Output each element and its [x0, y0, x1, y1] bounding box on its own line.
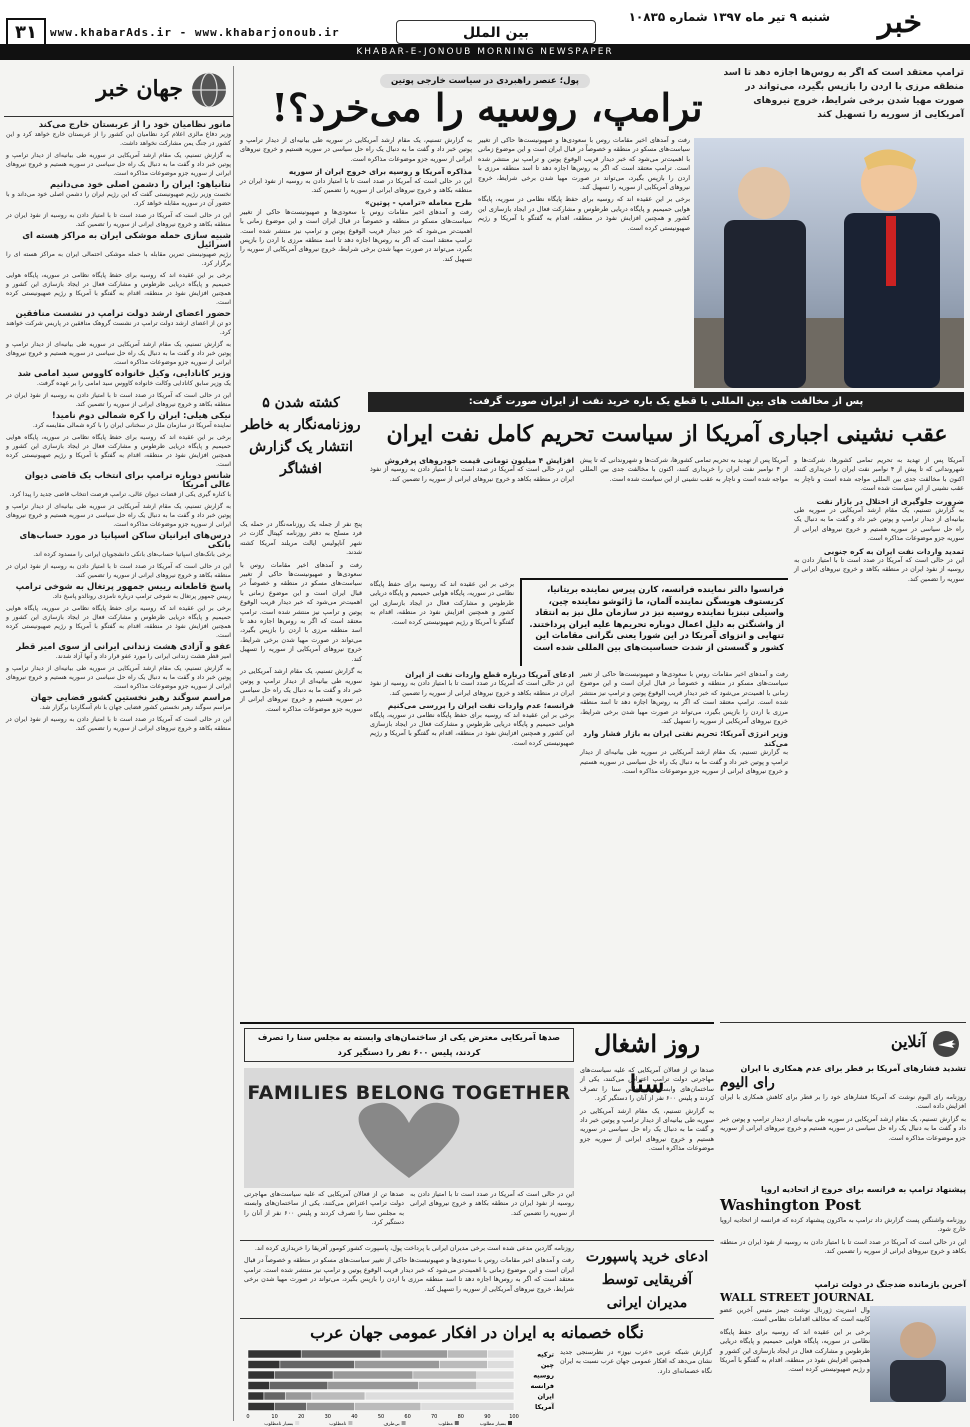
sidebar-item-head: پاسخ قاطعانه رییس جمهور پرتغال به شوخی ترامپ	[15, 582, 231, 592]
chart-bar-0-0	[248, 1350, 301, 1358]
chart-bar-0-4	[487, 1350, 514, 1358]
occupation-col-2	[244, 1190, 404, 1236]
sidebar-item-head: مراسم سوگند رهبر نخستین کشور فضایی جهان	[30, 693, 231, 703]
page-number: ۳۱	[6, 18, 46, 46]
sidebar-item-10[interactable]	[6, 694, 231, 733]
globe-icon	[189, 70, 229, 110]
sidebar-item-head: شانس دوباره ترامپ برای انتخاب یک قاضی دیوان عالی آمریکا	[24, 471, 231, 490]
online-item2-body: روزنامه واشنگتن پست گزارش داد ترامپ به ماکرون پیشنهاد کرده که فرانسه از اتحادیه اروپا خارج شود.	[720, 1216, 966, 1234]
online-item3-body: وال استریت ژورنال نوشت جیمز متیس آخرین عضو کابینه است که مخالف اقدامات نظامی است.	[720, 1306, 870, 1324]
chart-body-text: گزارش شبکه عربی «عرب نیوز» در نظرسنجی جدید نشان می‌دهد که افکار عمومی جهان عرب نسبت به ایران نگاه خصمانه‌ای دارد.	[560, 1348, 712, 1375]
oil-col1-text-b: به گزارش تسنیم، یک مقام ارشد آمریکایی در سوریه طی بیانیه‌ای از دیدار ترامپ و پوتین خبر داد و گفت ما به دنبال یک راه حل سیاسی در سوریه هستیم و خروج نیروهای ایرانی از سوریه جزو موضوعات مذاکره است.	[794, 506, 964, 543]
chart-bar-2-3	[413, 1371, 477, 1379]
chart-x-tick: 50	[377, 1414, 385, 1420]
journalists-text-c: به گزارش تسنیم، یک مقام ارشد آمریکایی در سوریه طی بیانیه‌ای از دیدار ترامپ و پوتین خبر داد و گفت ما به دنبال یک راه حل سیاسی در سوریه هستیم و خروج نیروهای ایرانی از سوریه جزو موضوعات مذاکره است.	[240, 667, 362, 713]
sidebar-item-body-extra: این در حالی است که آمریکا در صدد است تا با امتیاز دادن به روسیه از نفوذ ایران در منطقه بکاهد و خروج نیروهای ایرانی از سوریه را تضمین کند.	[6, 212, 231, 228]
oil-col1-text-a: آمریکا پس از تهدید به تحریم تمامی کشورها، شرکت‌ها و شهروندانی که تا پیش از ۴ نوامبر نفت ایران را خریداری کنند، اکنون با مخالفت جدی بین المللی مواجه شده است و ناچار به عقب نشینی از این سیاست شده است.	[794, 456, 964, 493]
sidebar-item-body-extra: برخی بر این عقیده اند که روسیه برای حفظ پایگاه نظامی در سوریه، پایگاه هوایی حمیمیم و پایگاه دریایی طرطوس و مشارکت فعال در ایجاد بازسازی این کشور و همچنین افزایش نفوذ در منطقه، اقدام به گفتگو با آمریکا و رژیم صهیونیستی کرده است.	[6, 605, 231, 639]
masthead-english: KHABAR-E-JONOUB MORNING NEWSPAPER	[0, 44, 970, 60]
sidebar-item-9[interactable]	[6, 643, 231, 691]
sidebar-items	[4, 117, 233, 1425]
issue-info: شنبه ۹ تیر ماه ۱۳۹۷ شماره ۱۰۸۳۵	[628, 10, 830, 24]
online-item2-head[interactable]: پیشنهاد ترامپ به فرانسه برای خروج از اتحادیه اروپا	[761, 1185, 966, 1194]
divider-online	[720, 1022, 966, 1023]
main-col3-text: به گزارش تسنیم، یک مقام ارشد آمریکایی در سوریه طی بیانیه‌ای از دیدار ترامپ و پوتین خبر داد و گفت ما به دنبال یک راه حل سیاسی در سوریه هستیم و خروج نیروهای ایرانی از سوریه جزو موضوعات مذاکره است.	[240, 136, 472, 163]
main-col5-text: رفت و آمدهای اخیر مقامات روس با سعودی‌ها و صهیونیست‌ها حاکی از تغییر سیاست‌های مسکو در منطقه و خصوصاً در قبال ایران است و این موضوع زمانی با اهمیت‌تر می‌شود که خبر دیدار قریب الوقوع پوتین و ترامپ نیز منتشر شده است. ترامپ معتقد است که اگر به روس‌ها اجازه دهد تا اسد منطقه مرزی با اردن را بازپس بگیرد، می‌تواند در صورت مهیا شدن برخی شرایط، خروج نیروهای آمریکایی از سوریه را تسهیل کند.	[240, 207, 472, 263]
plane-icon	[932, 1030, 960, 1058]
main-subhead-1: مذاکره آمریکا و روسیه برای خروج ایران از سوریه	[288, 167, 472, 177]
online-item1-extra: به گزارش تسنیم، یک مقام ارشد آمریکایی در سوریه طی بیانیه‌ای از دیدار ترامپ و پوتین خبر داد و گفت ما به دنبال یک راه حل سیاسی در سوریه هستیم و خروج نیروهای ایرانی از سوریه جزو موضوعات مذاکره است.	[720, 1114, 966, 1142]
chart-bar-0-1	[301, 1350, 381, 1358]
chart-legend-swatch	[402, 1421, 406, 1425]
chart-bar-5-4	[421, 1403, 514, 1411]
sidebar-item-body-extra: این در حالی است که آمریکا در صدد است تا با امتیاز دادن به روسیه از نفوذ ایران در منطقه بکاهد و خروج نیروهای ایرانی از سوریه را تضمین کند.	[6, 563, 231, 579]
chart-bar-4-3	[312, 1392, 365, 1400]
chart-category-label: ترکیه	[537, 1350, 554, 1359]
sidebar-item-head: عفو و آزادی هشت زندانی ایرانی از سوی امیر قطر	[16, 642, 231, 652]
online-item2-extra: این در حالی است که آمریکا در صدد است تا با امتیاز دادن به روسیه از نفوذ ایران در منطقه بکاهد و خروج نیروهای ایرانی از سوریه را تضمین کند.	[720, 1237, 966, 1256]
main-story-col1	[478, 136, 690, 386]
chart-category-label: روسیه	[533, 1371, 554, 1380]
chart-bar-2-1	[275, 1371, 334, 1379]
oil-col2-text: آمریکا پس از تهدید به تحریم تمامی کشورها، شرکت‌ها و شهروندانی که تا پیش از ۴ نوامبر نفت ایران را خریداری کنند، اکنون با مخالفت جدی بین المللی مواجه شده است و ناچار به عقب نشینی از این سیاست شده است.	[580, 456, 788, 483]
mattis-photo	[870, 1306, 966, 1402]
chart-category-label: فرانسه	[530, 1382, 554, 1390]
sidebar-item-1[interactable]	[6, 181, 231, 229]
journalists-box	[240, 392, 362, 516]
sidebar-item-body-extra: این در حالی است که آمریکا در صدد است تا با امتیاز دادن به روسیه از نفوذ ایران در منطقه بکاهد و خروج نیروهای ایرانی از سوریه را تضمین کند.	[6, 392, 231, 408]
chart-x-tick: 10	[271, 1414, 278, 1420]
chart-legend-label: بسیار مطلوب	[479, 1422, 506, 1427]
oil-col4-text-b: به گزارش تسنیم، یک مقام ارشد آمریکایی در سوریه طی بیانیه‌ای از دیدار ترامپ و پوتین خبر داد و گفت ما به دنبال یک راه حل سیاسی در سوریه هستیم و خروج نیروهای ایرانی از سوریه جزو موضوعات مذاکره است.	[580, 748, 788, 776]
sidebar-header	[4, 66, 233, 117]
oil-quote: فرانسوا دالتر نماینده فرانسه، کارن پیرس نماینده بریتانیا، کریستوف هویسگن نماینده آلمان، ما ژائوشو نماینده چین، واسیلی نبنزیا نماینده روسیه نیز در سازمان ملل نیز به انتقاد از واشنگتن به دلیل اعمال دوباره تحریم‌ها علیه ایران پرداختند. تنهایی و انزوای آمریکا در این شورا یعنی نگرانی مقامات این کشور و گسستن از شدت حساسیت‌های بین المللی شده است	[520, 578, 788, 666]
sidebar-item-body-extra: به گزارش تسنیم، یک مقام ارشد آمریکایی در سوریه طی بیانیه‌ای از دیدار ترامپ و پوتین خبر داد و گفت ما به دنبال یک راه حل سیاسی در سوریه هستیم و خروج نیروهای ایرانی از سوریه جزو موضوعات مذاکره است.	[6, 503, 231, 528]
online-item1-body-wrap	[720, 1093, 966, 1183]
sidebar-item-body: رییس جمهور پرتغال به شوخی ترامپ درباره نامزدی رونالدو پاسخ داد.	[52, 593, 231, 600]
chart-x-tick: 0	[246, 1414, 250, 1420]
main-col1-text: رفت و آمدهای اخیر مقامات روس با سعودی‌ها و صهیونیست‌ها حاکی از تغییر سیاست‌های مسکو در منطقه و خصوصاً در قبال ایران است و این موضوع زمانی با اهمیت‌تر می‌شود که خبر دیدار قریب الوقوع پوتین و ترامپ نیز منتشر شده است. ترامپ معتقد است که اگر به روس‌ها اجازه دهد تا اسد منطقه مرزی با اردن را بازپس بگیرد، می‌تواند در صورت مهیا شدن برخی شرایط، خروج نیروهای آمریکایی از سوریه را تسهیل کند.	[478, 136, 690, 192]
sidebar-item-body-extra: این در حالی است که آمریکا در صدد است تا با امتیاز دادن به روسیه از نفوذ ایران در منطقه بکاهد و خروج نیروهای ایرانی از سوریه را تضمین کند.	[6, 716, 231, 732]
chart-x-tick: 80	[457, 1414, 464, 1420]
chart-bar-1-4	[487, 1361, 514, 1369]
online-item1-head[interactable]: تشدید فشارهای آمریکا بر قطر برای عدم همکاری با ایران	[740, 1064, 966, 1073]
chart-x-tick: 40	[351, 1414, 358, 1420]
chart-legend-swatch	[348, 1421, 352, 1425]
opinion-chart	[244, 1348, 556, 1427]
main-story-headline: ترامپ، روسیه را می‌خرد؟!	[271, 85, 703, 130]
chart-bar-3-1	[269, 1382, 328, 1390]
journalists-col-a	[240, 520, 362, 1015]
chart-bar-2-0	[248, 1371, 275, 1379]
chart-x-tick: 70	[431, 1414, 438, 1420]
online-item3-head[interactable]: آخرین بازمانده ضدجنگ در دولت ترامپ	[814, 1280, 966, 1289]
photo-person-left-head	[738, 167, 790, 219]
chart-bar-1-3	[440, 1361, 488, 1369]
chart-bar-3-2	[328, 1382, 418, 1390]
putin-trump-photo	[694, 138, 964, 388]
divider-chart	[240, 1318, 714, 1319]
sidebar-item-7[interactable]	[6, 532, 231, 580]
journalists-headline: کشته شدن ۵ روزنامه‌نگار به خاطر انتشار یک گزارش افشاگر	[241, 395, 361, 477]
sidebar-item-body: با کناره گیری یکی از قضات دیوان عالی، ترامپ فرصت انتخاب قاضی جدید را پیدا کرد.	[9, 491, 231, 498]
oil-col1-text-c: این در حالی است که آمریکا در صدد است تا با امتیاز دادن به روسیه از نفوذ ایران در منطقه بکاهد و خروج نیروهای ایرانی از سوریه را تضمین کند.	[794, 556, 964, 583]
chart-bar-3-4	[477, 1382, 514, 1390]
chart-bar-2-2	[333, 1371, 413, 1379]
photo-illustration	[694, 138, 964, 388]
oil-subhead-a: افزایش ۴ میلیون تومانی قیمت خودروهای پرفروش	[384, 456, 574, 465]
sidebar-item-body: مراسم سوگند رهبر نخستین کشور فضایی جهان با نام آسگاردیا برگزار شد.	[39, 704, 231, 711]
online-items	[720, 1064, 966, 1421]
online-item1-source: رای الیوم	[720, 1075, 775, 1091]
logo-text: خبر	[877, 5, 923, 40]
sidebar-item-head: وزیر کانادایی، وکیل خانواده کاووس سید امامی شد	[17, 369, 231, 379]
occupation-col1-text: صدها تن از فعالان آمریکایی که علیه سیاست‌های مهاجرتی دولت ترامپ اعتراض می‌کنند، یکی از ساختمان‌های وابسته به مجلس سنا را تصرف کردند و پلیس ۶۰۰ نفر از آنان را دستگیر کرد.	[580, 1066, 714, 1103]
section-title: بین الملل	[396, 20, 596, 44]
online-header	[720, 1026, 966, 1062]
oil-col4-text-a: رفت و آمدهای اخیر مقامات روس با سعودی‌ها و صهیونیست‌ها حاکی از تغییر سیاست‌های مسکو در منطقه و خصوصاً در قبال ایران است و این موضوع زمانی با اهمیت‌تر می‌شود که خبر دیدار قریب الوقوع پوتین و ترامپ نیز منتشر شده است. ترامپ معتقد است که اگر به روس‌ها اجازه دهد تا اسد منطقه مرزی با اردن را بازپس بگیرد، می‌تواند در صورت مهیا شدن برخی شرایط، خروج نیروهای آمریکایی از سوریه را تسهیل کند.	[580, 670, 788, 726]
oil-subhead-e: ضرورت جلوگیری از اختلال در بازار نفت	[816, 496, 964, 506]
sidebar-item-head: نیکی هیلی: ایران را کره شمالی دوم نامید!	[51, 411, 231, 421]
sidebar-item-head: شبیه سازی حمله موشکی ایران به مراکز هسته ای اسرائیل	[22, 231, 231, 250]
sidebar-item-head: نتانیاهو: ایران را دشمن اصلی خود می‌دانیم	[50, 180, 231, 190]
online-item3-row	[720, 1306, 966, 1402]
chart-bar-5-0	[248, 1403, 275, 1411]
journalists-text-b: رفت و آمدهای اخیر مقامات روس با سعودی‌ها و صهیونیست‌ها حاکی از تغییر سیاست‌های مسکو در منطقه و خصوصاً در قبال ایران است و این موضوع زمانی با اهمیت‌تر می‌شود که خبر دیدار قریب الوقوع پوتین و ترامپ نیز منتشر شده است. ترامپ معتقد است که اگر به روس‌ها اجازه دهد تا اسد منطقه مرزی با اردن را بازپس بگیرد، می‌تواند در صورت مهیا شدن برخی شرایط، خروج نیروهای آمریکایی از سوریه را تسهیل کند.	[240, 560, 362, 663]
chart-category-label: چین	[540, 1361, 554, 1369]
sidebar	[4, 66, 234, 1421]
sidebar-item-5[interactable]	[6, 412, 231, 469]
oil-col6-text-b: برخی بر این عقیده اند که روسیه برای حفظ پایگاه نظامی در سوریه، پایگاه هوایی حمیمیم و پایگاه دریایی طرطوس و مشارکت فعال در ایجاد بازسازی این کشور و همچنین افزایش نفوذ در منطقه، اقدام به گفتگو با آمریکا و رژیم صهیونیستی کرده است.	[370, 710, 574, 747]
occupation-headline: روز اشغال سنا	[593, 1029, 701, 1098]
oil-col6-text-a: این در حالی است که آمریکا در صدد است تا با امتیاز دادن به روسیه از نفوذ ایران در منطقه بکاهد و خروج نیروهای ایرانی از سوریه را تضمین کند.	[370, 679, 574, 697]
occupation-col-3	[410, 1190, 574, 1236]
chart-bar-5-3	[354, 1403, 421, 1411]
sidebar-item-body: دو تن از اعضای ارشد دولت ترامپ در نشست گروهک منافقین در پاریس شرکت خواهند کرد.	[6, 320, 231, 336]
sidebar-item-8[interactable]	[6, 583, 231, 640]
oil-col-5	[370, 580, 514, 666]
sidebar-item-body-extra: برخی بر این عقیده اند که روسیه برای حفظ پایگاه نظامی در سوریه، پایگاه هوایی حمیمیم و پایگاه دریایی طرطوس و مشارکت فعال در ایجاد بازسازی این کشور و همچنین افزایش نفوذ در منطقه، اقدام به گفتگو با آمریکا و رژیم صهیونیستی کرده است.	[6, 434, 231, 468]
chart-body	[560, 1348, 712, 1422]
main-story-kicker: پول؛ عنصر راهبردی در سیاست خارجی پوتین	[380, 74, 590, 88]
oil-col-2	[580, 456, 788, 576]
chart-legend-label: نامطلوب	[329, 1422, 347, 1427]
online-item1-body: روزنامه رای الیوم نوشت که آمریکا فشارهای خود را بر قطر برای کاهش همکاری با ایران افزایش داده است.	[720, 1093, 966, 1111]
oil-subhead-f: تمدید واردات نفت ایران به کره جنوبی	[823, 546, 964, 556]
sidebar-item-head: حضور اعضای ارشد دولت ترامپ در نشست منافقین	[15, 309, 231, 319]
chart-category-label: آمریکا	[535, 1403, 554, 1411]
passport-headline: ادعای خرید پاسپورت آفریقایی توسط مدیران ایرانی	[585, 1249, 709, 1311]
passport-text: روزنامه گاردین مدعی شده است برخی مدیران ایرانی با پرداخت پول، پاسپورت کشور کومور آفریقا را خریداری کرده اند.	[254, 1244, 574, 1252]
chart-bar-5-2	[307, 1403, 355, 1411]
mattis-head	[900, 1322, 936, 1358]
chart-x-tick: 100	[509, 1414, 519, 1420]
sidebar-item-body: نخست وزیر رژیم صهیونیستی گفت که این رژیم ایران را دشمن اصلی خود می‌داند و با حضور آن در سوریه مقابله خواهد کرد.	[6, 191, 231, 207]
chart-x-tick: 90	[484, 1414, 491, 1420]
sidebar-item-body: امیر قطر هشت زندانی ایرانی را مورد عفو قرار داد و آنها آزاد شدند.	[55, 653, 231, 660]
oil-col-1	[794, 456, 964, 1021]
online-item3-body-wrap	[720, 1306, 870, 1402]
main-col2-text: برخی بر این عقیده اند که روسیه برای حفظ پایگاه نظامی در سوریه، پایگاه هوایی حمیمیم و پایگاه دریایی طرطوس و مشارکت فعال در ایجاد بازسازی این کشور و همچنین افزایش نفوذ در منطقه، اقدام به گفتگو با آمریکا و رژیم صهیونیستی کرده است.	[478, 195, 690, 232]
main-col4-text: این در حالی است که آمریکا در صدد است تا با امتیاز دادن به روسیه از نفوذ ایران در منطقه بکاهد و خروج نیروهای ایرانی از سوریه را تضمین کند.	[240, 176, 472, 195]
journalists-text-a: پنج نفر از جمله یک روزنامه‌نگار در حمله یک فرد مسلح به دفتر روزنامه کپیتال گازت در شهر آناپولیس ایالت مریلند آمریکا کشته شدند.	[240, 520, 362, 557]
chart-headline: نگاه خصمانه به ایران در افکار عمومی جهان عرب	[310, 1323, 644, 1342]
sidebar-item-body: نماینده آمریکا در سازمان ملل در سخنانی ایران را با کره شمالی مقایسه کرد.	[32, 422, 231, 429]
oil-subhead-b: ادعای آمریکا درباره قطع واردات نفت از ایران	[405, 670, 574, 679]
oil-col3-text: این در حالی است که آمریکا در صدد است تا با امتیاز دادن به روسیه از نفوذ ایران در منطقه بکاهد و خروج نیروهای ایرانی از سوریه را تضمین کند.	[370, 465, 574, 483]
occupation-col1-extra: به گزارش تسنیم، یک مقام ارشد آمریکایی در سوریه طی بیانیه‌ای از دیدار ترامپ و پوتین خبر داد و گفت ما به دنبال یک راه حل سیاسی در سوریه هستیم و خروج نیروهای ایرانی از سوریه جزو موضوعات مذاکره است.	[580, 1106, 714, 1153]
chart-legend-label: بی‌طرف	[383, 1422, 400, 1427]
logo	[840, 4, 960, 42]
chart-x-tick: 30	[324, 1414, 331, 1420]
mattis-illustration	[870, 1306, 966, 1402]
occupation-kicker: صدها آمریکایی معترض یکی از ساختمان‌های وابسته به مجلس سنا را تصرف کردند، پلیس ۶۰۰ نفر را دستگیر کرد	[244, 1028, 574, 1062]
occupation-col-1	[580, 1066, 714, 1236]
chart-legend-swatch	[508, 1421, 512, 1425]
chart-category-label: ایران	[537, 1392, 554, 1401]
chart-bar-4-4	[365, 1392, 514, 1400]
main-story-col2	[240, 136, 472, 386]
chart-x-tick: 20	[298, 1414, 305, 1420]
online-item3-extra: برخی بر این عقیده اند که روسیه برای حفظ پایگاه نظامی در سوریه، پایگاه هوایی حمیمیم و پایگاه دریایی طرطوس و مشارکت فعال در ایجاد بازسازی این کشور و همچنین افزایش نفوذ در منطقه، اقدام به گفتگو با آمریکا و رژیم صهیونیستی کرده است.	[720, 1327, 870, 1374]
sidebar-item-head: درس‌های ایرانیان ساکن اسپانیا در مورد حساب‌های بانکی	[19, 531, 231, 550]
oil-col-3	[370, 456, 574, 576]
oil-col-4	[580, 670, 788, 1015]
sidebar-item-4[interactable]	[6, 370, 231, 409]
oil-col-6	[370, 670, 574, 1015]
photo-tie	[886, 216, 896, 286]
oil-story-kicker: پس از مخالفت های بین المللی با قطع یک باره خرید نفت از ایران صورت گرفت:	[368, 392, 964, 412]
sidebar-title: جهان خبر	[96, 76, 183, 102]
passport-text-extra: رفت و آمدهای اخیر مقامات روس با سعودی‌ها و صهیونیست‌ها حاکی از تغییر سیاست‌های مسکو در منطقه و خصوصاً در قبال ایران است و این موضوع زمانی با اهمیت‌تر می‌شود که خبر دیدار قریب الوقوع پوتین و ترامپ نیز منتشر شده است. ترامپ معتقد است که اگر به روس‌ها اجازه دهد تا اسد منطقه مرزی با اردن را بازپس بگیرد، می‌تواند در صورت مهیا شدن برخی شرایط، خروج نیروهای آمریکایی از سوریه را تسهیل کند.	[244, 1256, 574, 1293]
chart-bar-1-2	[354, 1361, 439, 1369]
main-subhead-2: طرح معامله «ترامپ - پوتین»	[364, 198, 472, 208]
sidebar-item-3[interactable]	[6, 310, 231, 367]
sidebar-item-body-extra: به گزارش تسنیم، یک مقام ارشد آمریکایی در سوریه طی بیانیه‌ای از دیدار ترامپ و پوتین خبر داد و گفت ما به دنبال یک راه حل سیاسی در سوریه هستیم و خروج نیروهای ایرانی از سوریه جزو موضوعات مذاکره است.	[6, 341, 231, 366]
protest-banner-text: FAMILIES BELONG TOGETHER	[247, 1082, 571, 1104]
chart-bar-0-3	[448, 1350, 488, 1358]
oil-story-headline: عقب نشینی اجباری آمریکا از سیاست تحریم کامل نفت ایران	[386, 421, 948, 447]
oil-subhead-d: وزیر انرژی آمریکا: تحریم نفتی ایران به بازار فشار وارد می‌کند	[583, 729, 788, 748]
sidebar-item-body: برخی بانک‌های اسپانیا حساب‌های بانکی دانشجویان ایرانی را مسدود کرده اند.	[33, 551, 231, 558]
chart-legend-swatch	[455, 1421, 459, 1425]
chart-legend-swatch	[295, 1421, 299, 1425]
occupation-col3-text: این در حالی است که آمریکا در صدد است تا با امتیاز دادن به روسیه از نفوذ ایران در منطقه بکاهد و خروج نیروهای ایرانی از سوریه را تضمین کند.	[410, 1190, 574, 1217]
oil-subhead-c: فرانسه؛ عدم واردات نفت ایران را بررسی می‌کنیم	[387, 701, 574, 711]
chart-bar-0-2	[381, 1350, 448, 1358]
sidebar-item-6[interactable]	[6, 472, 231, 529]
chart-bar-1-0	[248, 1361, 280, 1369]
online-item2-body-wrap	[720, 1216, 966, 1278]
chart-bar-4-1	[264, 1392, 285, 1400]
chart-bar-4-2	[285, 1392, 312, 1400]
chart-bar-5-1	[275, 1403, 307, 1411]
photo-person-left-body	[724, 220, 806, 388]
sidebar-item-body: رژیم صهیونیستی تمرین مقابله با حمله موشکی احتمالی ایران به مراکز هسته ای را برگزار کرد.	[6, 251, 231, 267]
chart-bar-2-4	[477, 1371, 514, 1379]
online-item3-source: WALL STREET JOURNAL	[720, 1291, 874, 1304]
chart-bar-4-0	[248, 1392, 264, 1400]
online-title: آنلاین	[890, 1032, 926, 1051]
sidebar-item-0[interactable]	[6, 121, 231, 178]
chart-legend-label: مطلوب	[438, 1422, 453, 1427]
lead-teaser: ترامپ معتقد است که اگر به روس‌ها اجازه دهد تا اسد منطقه مرزی با اردن را بازپس بگیرد، می‌تواند در صورت مهیا شدن برخی شرایط، خروج نیروهای آمریکایی از سوریه را تسهیل کند	[723, 67, 964, 120]
divider-passport	[240, 1240, 714, 1241]
chart-legend-label: بسیار نامطلوب	[264, 1422, 294, 1427]
sidebar-item-body: وزیر دفاع مالزی اعلام کرد نظامیان این کشور را از عربستان خارج خواهد کرد و این کشور در جنگ یمن مشارکت نخواهد داشت.	[6, 131, 231, 147]
website-urls[interactable]: www.khabarAds.ir - www.khabarjonoub.ir	[50, 26, 340, 39]
occupation-col2-text: صدها تن از فعالان آمریکایی که علیه سیاست‌های مهاجرتی دولت ترامپ اعتراض می‌کنند، یکی از ساختمان‌های وابسته به مجلس سنا را تصرف کردند و پلیس ۶۰۰ نفر از آنان را دستگیر کرد.	[244, 1190, 404, 1227]
sidebar-item-body-extra: به گزارش تسنیم، یک مقام ارشد آمریکایی در سوریه طی بیانیه‌ای از دیدار ترامپ و پوتین خبر داد و گفت ما به دنبال یک راه حل سیاسی در سوریه هستیم و خروج نیروهای ایرانی از سوریه جزو موضوعات مذاکره است.	[6, 665, 231, 690]
chart-bar-1-1	[280, 1361, 354, 1369]
sidebar-item-2[interactable]	[6, 232, 231, 307]
chart-bar-3-0	[248, 1382, 269, 1390]
chart-x-tick: 60	[404, 1414, 411, 1420]
chart-bar-3-3	[418, 1382, 477, 1390]
passport-body	[244, 1244, 574, 1316]
oil-col5-text: برخی بر این عقیده اند که روسیه برای حفظ پایگاه نظامی در سوریه، پایگاه هوایی حمیمیم و پایگاه دریایی طرطوس و مشارکت فعال در ایجاد بازسازی این کشور و همچنین افزایش نفوذ در منطقه، اقدام به گفتگو با آمریکا و رژیم صهیونیستی کرده است.	[370, 580, 514, 626]
sidebar-item-body-extra: به گزارش تسنیم، یک مقام ارشد آمریکایی در سوریه طی بیانیه‌ای از دیدار ترامپ و پوتین خبر داد و گفت ما به دنبال یک راه حل سیاسی در سوریه هستیم و خروج نیروهای ایرانی از سوریه جزو موضوعات مذاکره است.	[6, 152, 231, 177]
sidebar-item-head: مانور نظامیان خود را از عربستان خارج می‌کند	[38, 120, 231, 130]
sidebar-item-body: یک وزیر سابق کانادایی وکالت خانواده کاووس سید امامی را بر عهده گرفت.	[36, 380, 231, 387]
online-item2-source: Washington Post	[720, 1196, 862, 1214]
sidebar-item-body-extra: برخی بر این عقیده اند که روسیه برای حفظ پایگاه نظامی در سوریه، پایگاه هوایی حمیمیم و پایگاه دریایی طرطوس و مشارکت فعال در ایجاد بازسازی این کشور و همچنین افزایش نفوذ در منطقه، اقدام به گفتگو با آمریکا و رژیم صهیونیستی کرده است.	[6, 272, 231, 306]
mattis-body	[890, 1360, 946, 1402]
